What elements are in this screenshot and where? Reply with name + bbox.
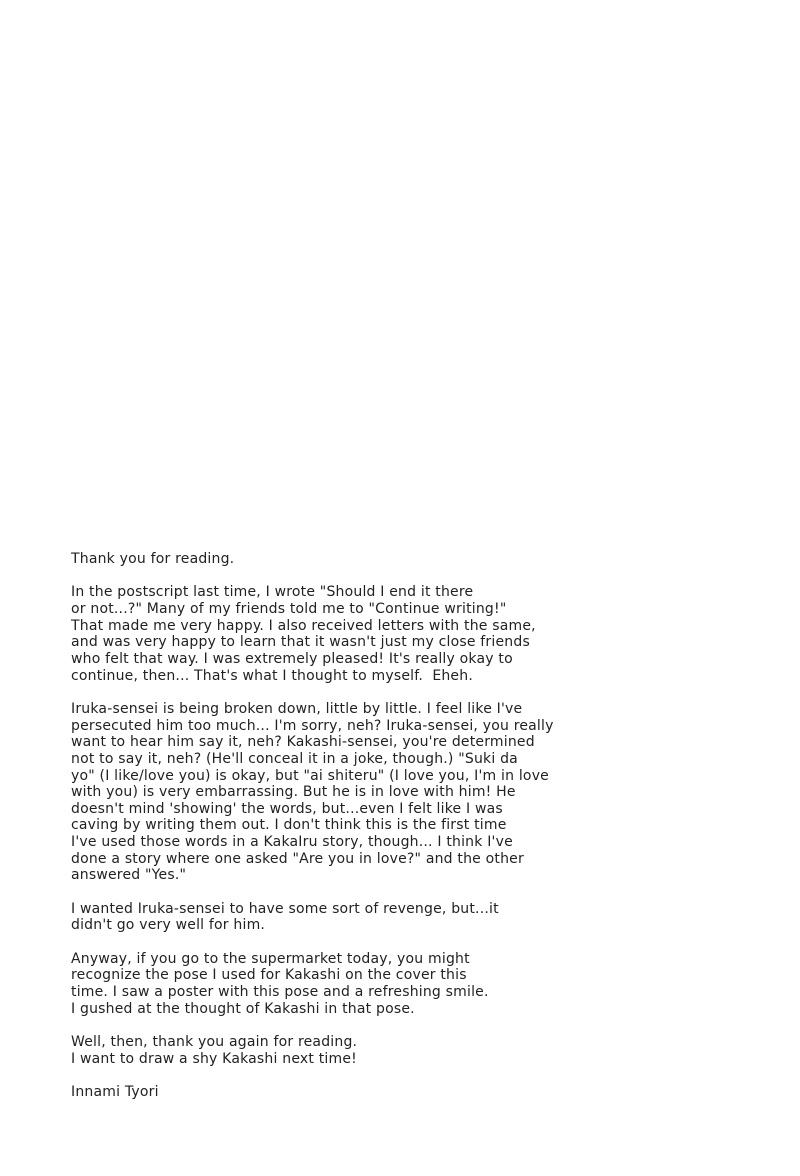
text-line: Iruka-sensei is being broken down, little by little. I feel like I've bbox=[71, 700, 523, 717]
paragraph bbox=[71, 951, 595, 1018]
paragraph bbox=[71, 551, 595, 568]
text-line: That made me very happy. I also received letters with the same, bbox=[71, 617, 536, 634]
text-line: I wanted Iruka-sensei to have some sort of revenge, but...it bbox=[71, 900, 499, 917]
text-line: or not...?" Many of my friends told me to "Continue writing!" bbox=[71, 600, 507, 617]
text-line: want to hear him say it, neh? Kakashi-sensei, you're determined bbox=[71, 734, 535, 751]
text-line: Anyway, if you go to the supermarket today, you might bbox=[71, 950, 470, 967]
text-line: persecuted him too much... I'm sorry, neh? Iruka-sensei, you really bbox=[71, 717, 554, 734]
signature-paragraph bbox=[71, 1084, 595, 1101]
text-line: yo" (I like/love you) is okay, but "ai shiteru" (I love you, I'm in love bbox=[71, 767, 549, 784]
paragraph bbox=[71, 901, 595, 934]
text-line: Thank you for reading. bbox=[71, 551, 235, 567]
text-line: time. I saw a poster with this pose and a refreshing smile. bbox=[71, 984, 489, 1000]
text-line: In the postscript last time, I wrote "Should I end it there bbox=[71, 584, 474, 601]
letter-body bbox=[71, 551, 595, 1101]
text-line: caving by writing them out. I don't think this is the first time bbox=[71, 817, 507, 834]
text-line: I've used those words in a KakaIru story, though... I think I've bbox=[71, 834, 513, 851]
author-signature: Innami Tyori bbox=[71, 1083, 159, 1100]
text-line: not to say it, neh? (He'll conceal it in a joke, though.) "Suki da bbox=[71, 750, 518, 767]
paragraph bbox=[71, 701, 595, 884]
text-line: I want to draw a shy Kakashi next time! bbox=[71, 1050, 357, 1067]
text-line: done a story where one asked "Are you in love?" and the other bbox=[71, 850, 524, 867]
text-line: and was very happy to learn that it wasn't just my close friends bbox=[71, 634, 530, 651]
text-line: with you) is very embarrassing. But he is in love with him! He bbox=[71, 784, 516, 801]
text-line: answered "Yes." bbox=[71, 867, 187, 884]
paragraph bbox=[71, 1034, 595, 1067]
text-line: who felt that way. I was extremely pleased! It's really okay to bbox=[71, 650, 513, 667]
text-line: Well, then, thank you again for reading. bbox=[71, 1033, 358, 1050]
paragraph bbox=[71, 584, 595, 684]
text-line: doesn't mind 'showing' the words, but...even I felt like I was bbox=[71, 800, 503, 817]
text-line: didn't go very well for him. bbox=[71, 917, 266, 934]
text-line: recognize the pose I used for Kakashi on the cover this bbox=[71, 967, 467, 984]
text-line: continue, then... That's what I thought to myself. Eheh. bbox=[71, 667, 473, 684]
text-line: I gushed at the thought of Kakashi in that pose. bbox=[71, 1000, 415, 1017]
